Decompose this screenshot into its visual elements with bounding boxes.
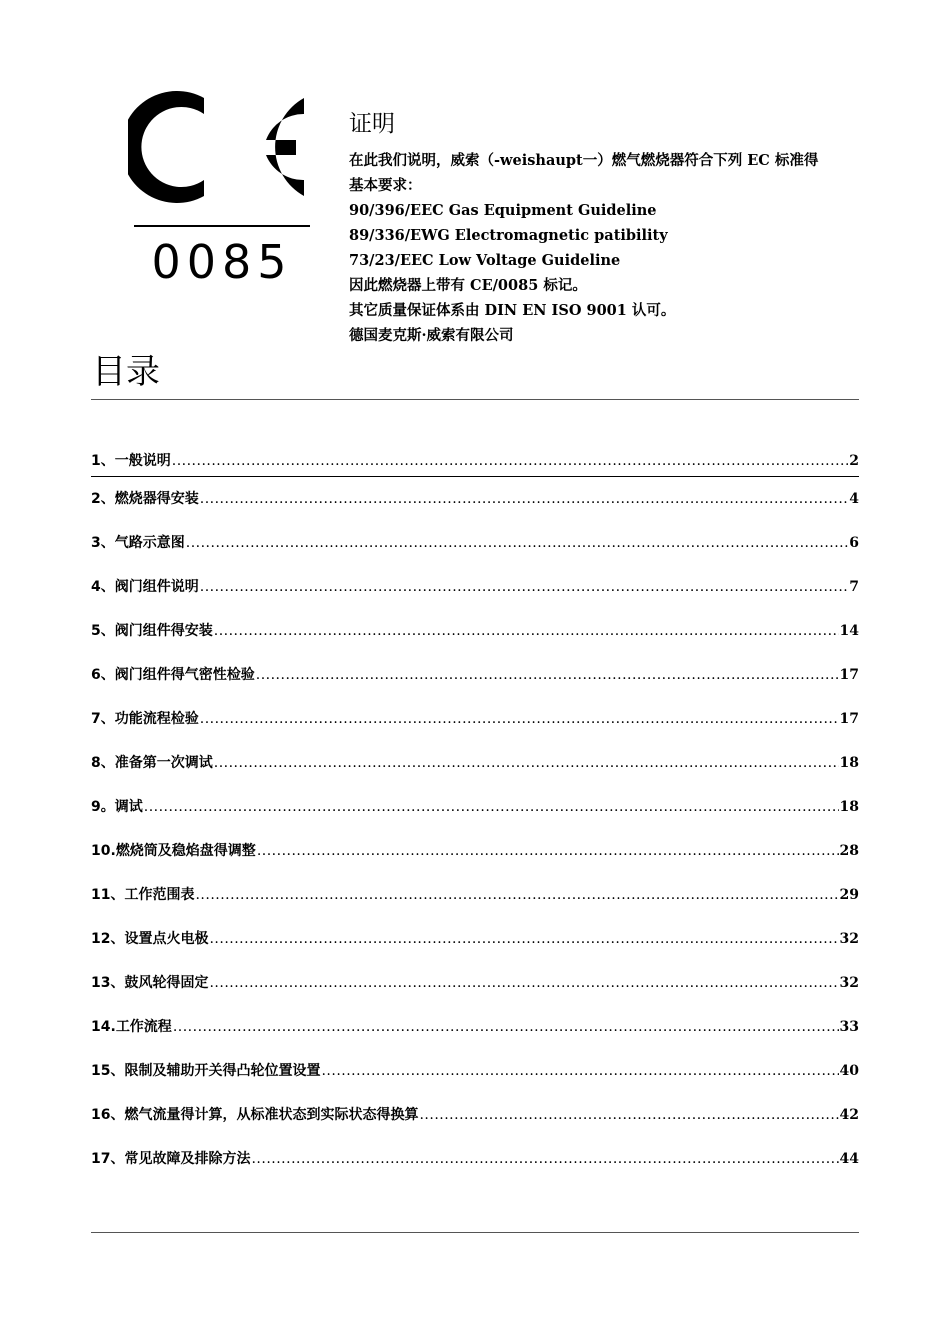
toc-entry[interactable] <box>91 620 859 664</box>
toc-entry-number: 2、 <box>91 491 115 507</box>
toc-entry[interactable] <box>91 796 859 840</box>
toc-entry-label: 工作范围表 <box>124 887 195 903</box>
certificate-section <box>349 108 864 348</box>
toc-entry[interactable] <box>91 972 859 1016</box>
ce-notified-body-number: 0085 <box>151 235 293 289</box>
toc-entry-label: 限制及辅助开关得凸轮位置设置 <box>124 1063 321 1079</box>
toc-entry[interactable] <box>91 1148 859 1192</box>
toc-entry-number: 17、 <box>91 1151 125 1167</box>
footer-divider <box>91 1232 859 1233</box>
toc-entry-page: 14 <box>839 623 859 639</box>
toc-entry-page: 28 <box>839 843 859 859</box>
toc-entry-number: 4、 <box>91 579 115 595</box>
toc-entry-number: 3、 <box>91 535 115 551</box>
toc-entry-page: 17 <box>839 711 859 727</box>
toc-entry-number: 6、 <box>91 667 115 683</box>
toc-entry-label: 功能流程检验 <box>114 711 199 727</box>
toc-entry-page: 29 <box>839 887 859 903</box>
toc-entry[interactable] <box>91 1060 859 1104</box>
dot-leader <box>214 752 839 774</box>
dot-leader <box>186 532 849 554</box>
certificate-line: 在此我们说明，威索（-weishaupt一）燃气燃烧器符合下列 EC 标准得 <box>349 152 819 169</box>
dot-leader <box>173 1016 839 1038</box>
toc-entry[interactable] <box>91 450 859 488</box>
toc-entry-label: 燃烧器得安装 <box>114 491 199 507</box>
toc-entry-number: 8、 <box>91 755 115 771</box>
dot-leader <box>200 576 849 598</box>
dot-leader <box>200 488 849 510</box>
dot-leader <box>419 1104 838 1126</box>
certificate-line: 因此燃烧器上带有 CE/0085 标记。 <box>349 277 587 294</box>
toc-entry-label: 工作流程 <box>115 1019 172 1035</box>
toc-entry[interactable] <box>91 708 859 752</box>
toc-entry-number: 10. <box>91 843 116 859</box>
toc-entry-page: 7 <box>849 579 859 595</box>
dot-leader <box>144 796 839 818</box>
toc-entry[interactable] <box>91 1016 859 1060</box>
toc-entry-page: 42 <box>839 1107 859 1123</box>
dot-leader <box>214 620 839 642</box>
toc-entry-label: 阀门组件说明 <box>114 579 199 595</box>
heading-divider <box>91 399 859 400</box>
toc-entry[interactable] <box>91 532 859 576</box>
toc-entry-number: 1、 <box>91 453 115 469</box>
toc-entry-page: 6 <box>849 535 859 551</box>
toc-entry-number: 14. <box>91 1019 116 1035</box>
toc-entry-page: 2 <box>849 453 859 469</box>
toc-entry-label: 鼓风轮得固定 <box>124 975 209 991</box>
toc-entry[interactable] <box>91 1104 859 1148</box>
dot-leader <box>209 928 838 950</box>
toc-entry-label: 设置点火电极 <box>124 931 209 947</box>
dot-leader <box>257 840 839 862</box>
toc-entry-label: 气路示意图 <box>114 535 185 551</box>
toc-entry-page: 32 <box>839 975 859 991</box>
certificate-line: 其它质量保证体系由 DIN EN ISO 9001 认可。 <box>349 302 676 319</box>
toc-entry-number: 7、 <box>91 711 115 727</box>
toc-entry-page: 40 <box>839 1063 859 1079</box>
certificate-title: 证明 <box>349 111 395 137</box>
dot-leader <box>321 1060 838 1082</box>
toc-entry-label: 燃气流量得计算，从标准状态到实际状态得换算 <box>124 1107 419 1123</box>
certificate-line: 89/336/EWG Electromagnetic patibility <box>349 227 668 244</box>
toc-entry-page: 32 <box>839 931 859 947</box>
toc-entry[interactable] <box>91 840 859 884</box>
toc-entry[interactable] <box>91 576 859 620</box>
toc-entry[interactable] <box>91 664 859 708</box>
certificate-line: 基本要求： <box>349 177 422 194</box>
toc-entry-page: 18 <box>839 755 859 771</box>
dot-leader <box>251 1148 838 1170</box>
toc-entry-label: 调试 <box>114 799 143 815</box>
toc-entry-number: 15、 <box>91 1063 125 1079</box>
toc-entry-label: 常见故障及排除方法 <box>124 1151 251 1167</box>
certificate-line: 73/23/EEC Low Voltage Guideline <box>349 252 621 269</box>
toc-entry-number: 9。 <box>91 799 115 815</box>
toc-entry-label: 准备第一次调试 <box>114 755 213 771</box>
toc-entry-number: 13、 <box>91 975 125 991</box>
dot-leader <box>172 450 849 472</box>
toc-entry-page: 33 <box>839 1019 859 1035</box>
toc-entry-page: 18 <box>839 799 859 815</box>
dot-leader <box>256 664 839 686</box>
certificate-line: 90/396/EEC Gas Equipment Guideline <box>349 202 657 219</box>
toc-entry-number: 12、 <box>91 931 125 947</box>
toc-entry-page: 17 <box>839 667 859 683</box>
toc-entry-label: 阀门组件得安装 <box>114 623 213 639</box>
certificate-line: 德国麦克斯·威索有限公司 <box>349 327 514 344</box>
dot-leader <box>209 972 838 994</box>
toc-entry-page: 44 <box>839 1151 859 1167</box>
dot-leader <box>200 708 839 730</box>
toc-entry-number: 11、 <box>91 887 125 903</box>
toc-entry-label: 阀门组件得气密性检验 <box>114 667 255 683</box>
toc-entry[interactable] <box>91 752 859 796</box>
toc-entry-number: 5、 <box>91 623 115 639</box>
dot-leader <box>195 884 838 906</box>
toc-entry[interactable] <box>91 488 859 532</box>
toc-entry-label: 一般说明 <box>114 453 171 469</box>
toc-list <box>91 450 859 1192</box>
toc-entry[interactable] <box>91 928 859 972</box>
toc-entry-number: 16、 <box>91 1107 125 1123</box>
toc-entry-page: 4 <box>849 491 859 507</box>
toc-entry[interactable] <box>91 884 859 928</box>
toc-heading: 目录 <box>92 352 160 392</box>
toc-entry-label: 燃烧筒及稳焰盘得调整 <box>115 843 256 859</box>
